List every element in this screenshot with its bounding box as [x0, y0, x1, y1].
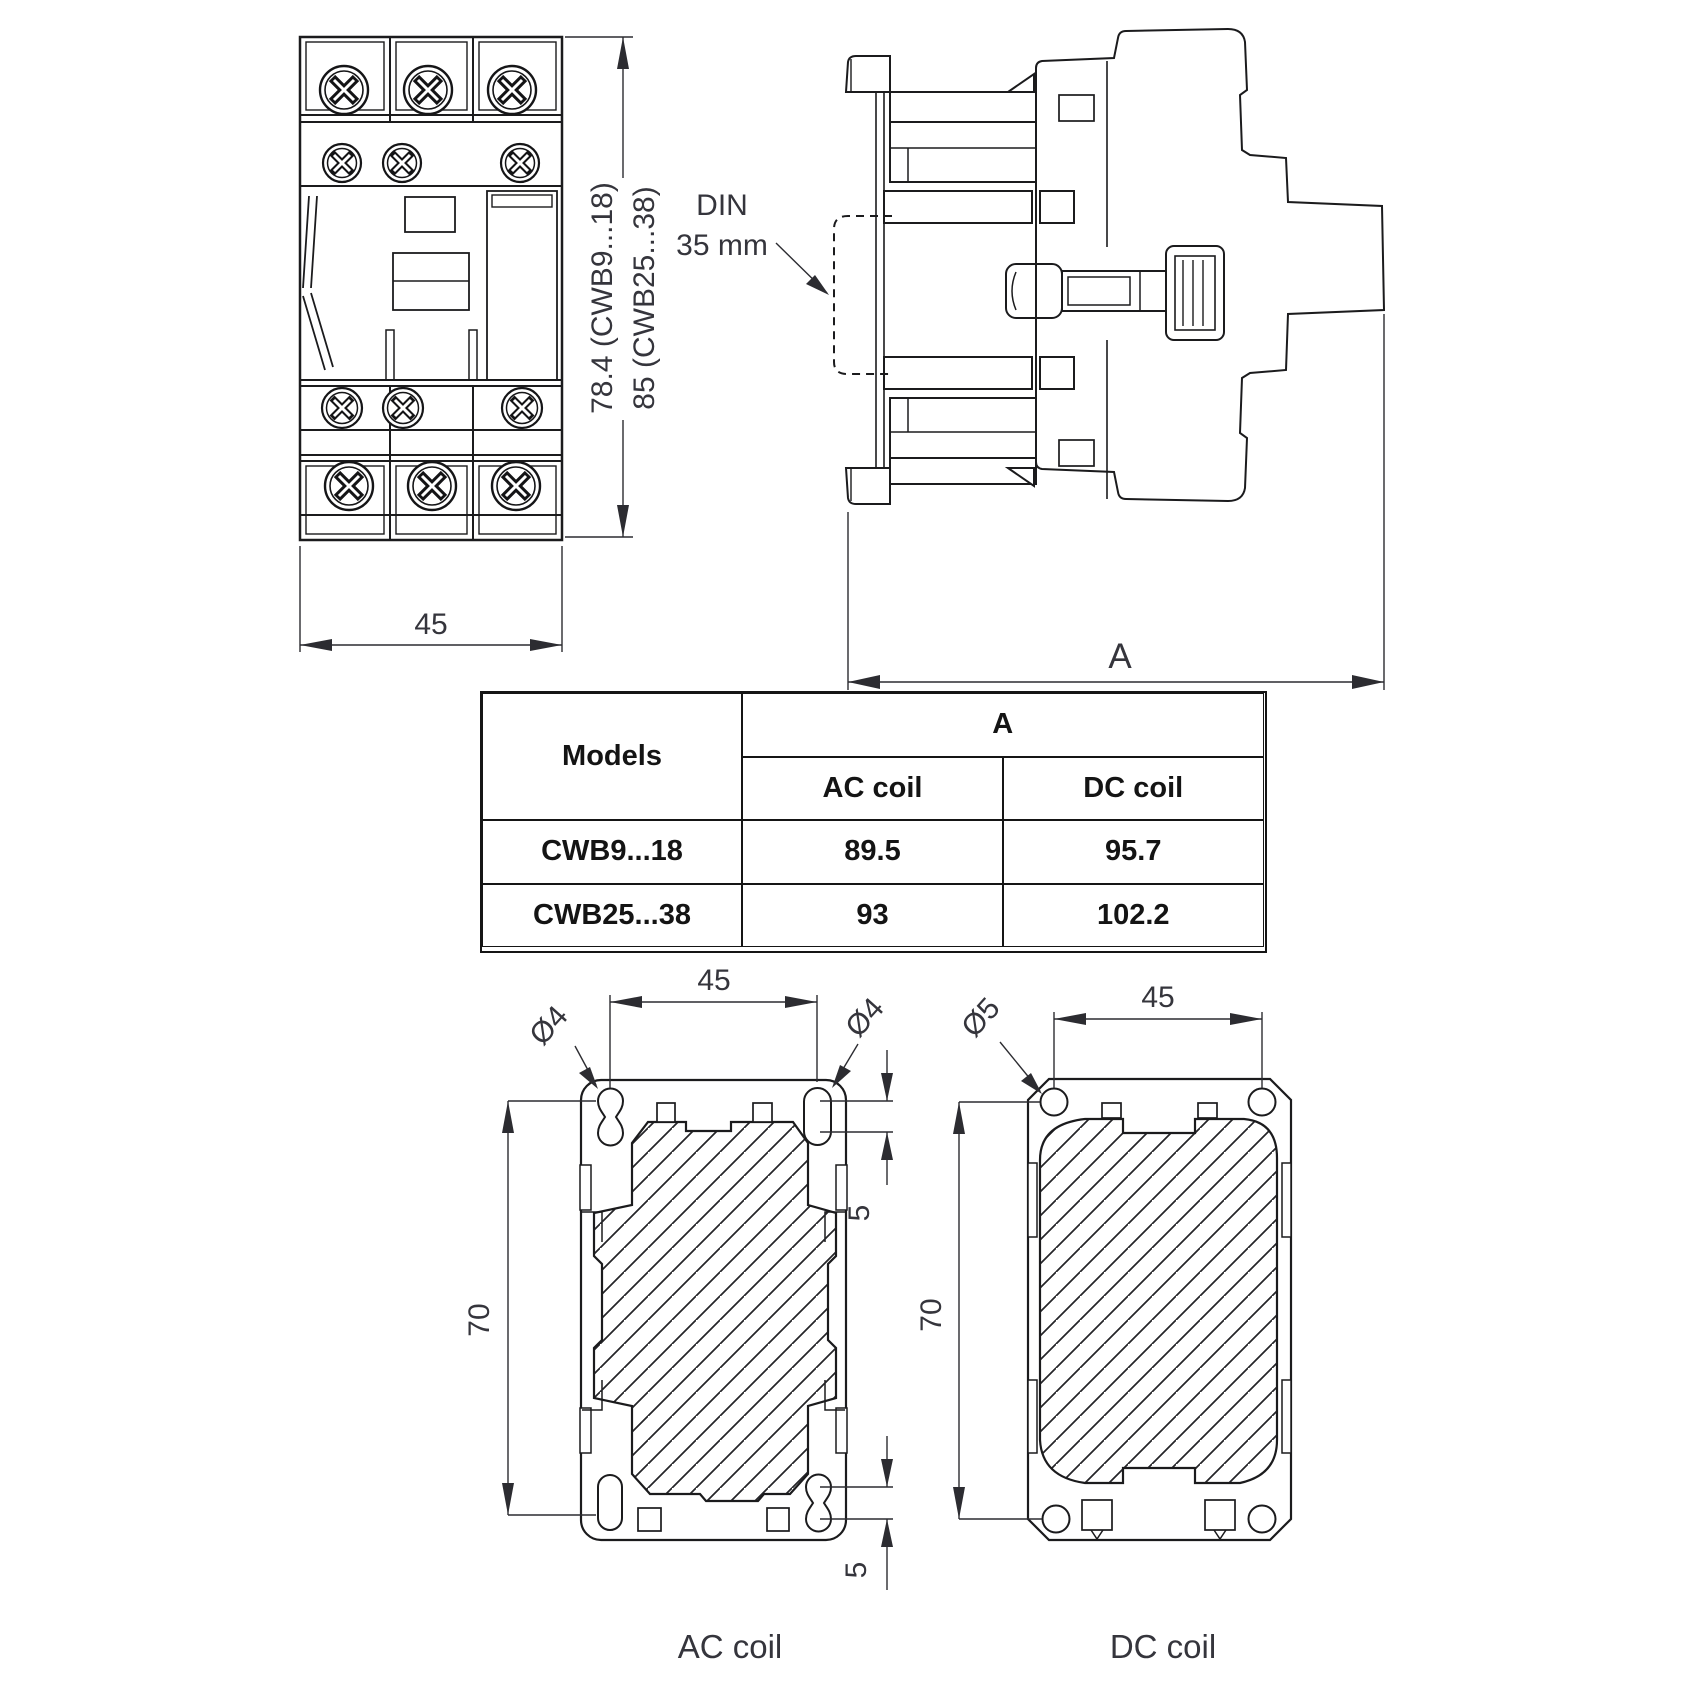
front-height-dim-line2: 85 (CWB25...38) — [627, 186, 661, 410]
table-header-a: A — [742, 693, 1264, 757]
front-height-dim-line1: 78.4 (CWB9...18) — [585, 182, 619, 414]
dc-height-dim: 70 — [915, 1298, 948, 1332]
front-view-screws — [320, 66, 542, 510]
ac-keyhole-top-left — [598, 1089, 623, 1146]
side-view-drawing — [834, 29, 1384, 504]
ac-width-dim: 45 — [697, 964, 731, 997]
table-row-ac-value: 93 — [742, 884, 1003, 948]
dc-hole-top-right — [1249, 1089, 1276, 1116]
ac-hole-dim-right: Ø4 — [839, 991, 891, 1044]
table-row-dc-value: 102.2 — [1003, 884, 1264, 948]
dc-hole-top-left — [1041, 1089, 1068, 1116]
din-rail-label-line2: 35 mm — [676, 229, 768, 262]
ac-slot-dim-bottom: 5 — [840, 1561, 873, 1579]
ac-coil-drawing — [580, 1080, 847, 1540]
ac-coil-caption: AC coil — [677, 1628, 783, 1665]
ac-slot-top-right — [804, 1088, 831, 1145]
dc-coil-caption: DC coil — [1109, 1628, 1217, 1665]
side-depth-dim: A — [1108, 637, 1132, 676]
dc-coil-drawing — [1028, 1079, 1291, 1540]
ac-slot-bottom-left — [598, 1475, 622, 1530]
dc-hole-dim: Ø5 — [955, 991, 1007, 1044]
ac-slot-dim-top: 5 — [843, 1204, 876, 1222]
dc-hole-bottom-right — [1249, 1506, 1276, 1533]
dc-hole-bottom-left — [1043, 1506, 1070, 1533]
dimensions-table — [480, 691, 1267, 953]
front-width-dim: 45 — [414, 608, 448, 641]
front-view-dimensions — [300, 37, 633, 652]
table-row-model: CWB9...18 — [482, 820, 742, 884]
table-header-ac-coil: AC coil — [742, 757, 1003, 821]
ac-height-dim: 70 — [463, 1303, 496, 1337]
table-header-models: Models — [482, 693, 742, 820]
table-row-ac-value: 89.5 — [742, 820, 1003, 884]
table-header-dc-coil: DC coil — [1003, 757, 1264, 821]
table-row-dc-value: 95.7 — [1003, 820, 1264, 884]
ac-hole-dim-left: Ø4 — [523, 999, 575, 1052]
dc-width-dim: 45 — [1141, 981, 1175, 1014]
din-rail-label-line1: DIN — [696, 189, 748, 222]
ac-keyhole-bottom-right — [806, 1475, 831, 1532]
table-row-model: CWB25...38 — [482, 884, 742, 948]
